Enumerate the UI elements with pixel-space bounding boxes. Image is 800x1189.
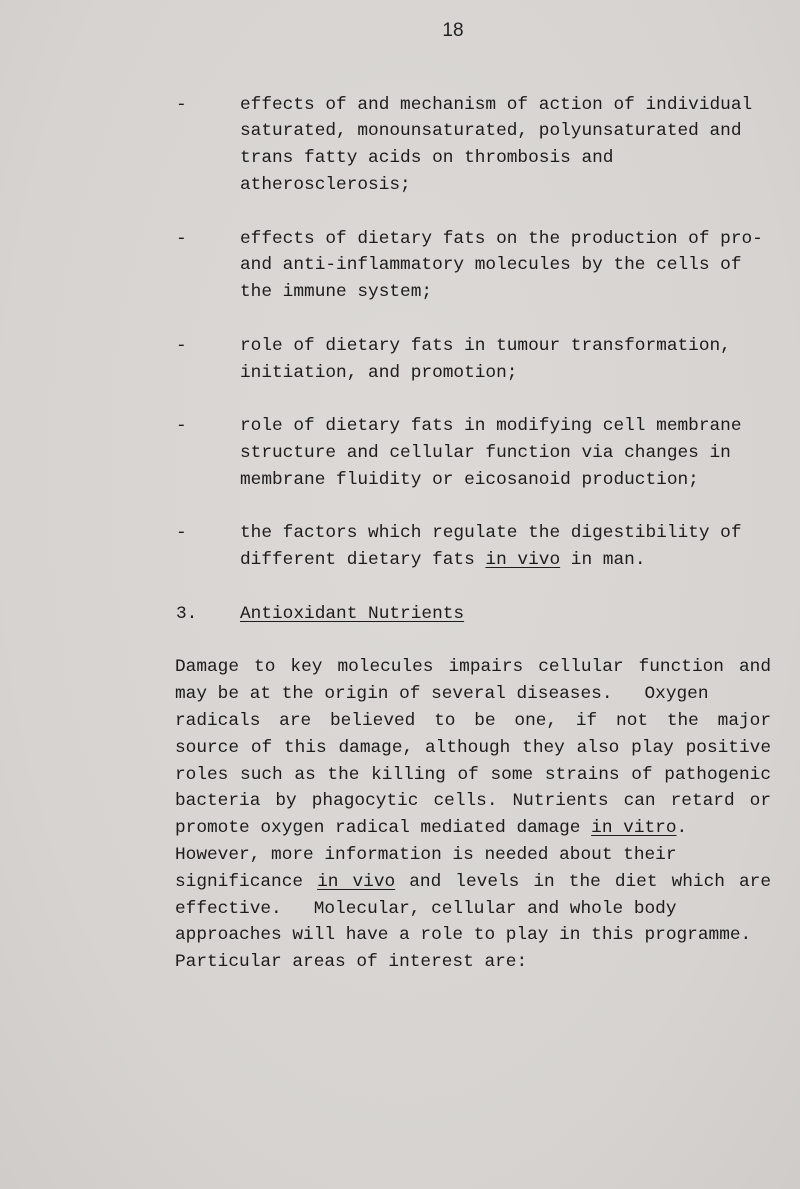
paragraph-text [175,788,771,815]
text-run: bacteria by phagocytic cells. Nutrients can retard or [175,791,771,812]
bullet-line [0,172,800,199]
text-run: membrane fluidity or eicosanoid production; [240,469,699,490]
bullet-line [0,520,800,547]
paragraph-line [0,681,800,708]
text-run: role of dietary fats in modifying cell membrane [240,416,742,437]
paragraph-text [175,654,771,681]
bullet-line [0,333,800,360]
text-run: and anti-inflammatory molecules by the cells of [240,255,742,276]
section-title: Antioxidant Nutrients [240,603,465,624]
bullet-text [240,360,517,387]
paragraph-line [0,654,800,681]
text-run: approaches will have a role to play in this programme. [175,925,752,946]
section-number: 3. [176,603,198,624]
text-run: source of this damage, although they also play positive [175,737,771,758]
bullet-line [0,547,800,574]
bullet-text [240,520,742,547]
paragraph-text [175,708,771,735]
bullet-line [0,360,800,387]
text-run: effects of dietary fats on the production of pro- [240,228,763,249]
bullet-text [240,226,763,253]
bullet-text [240,413,742,440]
text-run: Damage to key molecules impairs cellular function and [175,657,771,678]
bullet-line [0,252,800,279]
text-run: the factors which regulate the digestibility of [240,523,742,544]
text-run: effective. Molecular, cellular and whole body [175,898,677,919]
bullet-dash: - [176,94,187,115]
paragraph-line [0,922,800,949]
bullet-text [240,145,613,172]
text-run: initiation, and promotion; [240,362,518,383]
bullet-line [0,467,800,494]
bullet-line [0,413,800,440]
text-run: However, more information is needed about their [175,844,677,865]
blank-line [0,306,800,333]
bullet-dash: - [176,335,187,356]
blank-line [0,494,800,521]
text-run: effects of and mechanism of action of individual [240,94,753,115]
text-run: trans fatty acids on thrombosis and [240,148,614,169]
bullet-text [240,118,742,145]
bullet-text [240,92,752,119]
text-run: radicals are believed to be one, if not the major [175,710,771,731]
text-run: saturated, monounsaturated, polyunsaturated and [240,121,742,142]
underlined-text: in vitro [591,818,677,839]
underlined-text: in vivo [485,550,561,571]
text-run: Particular areas of interest are: [175,952,528,973]
bullet-line [0,440,800,467]
blank-line [0,574,800,601]
text-run: roles such as the killing of some strains of pathogenic [175,764,771,785]
paragraph-line [0,815,800,842]
text-run: different dietary fats [240,550,486,571]
blank-line [0,628,800,655]
bullet-line [0,118,800,145]
text-run: in man. [560,550,646,571]
bullet-text [240,172,411,199]
paragraph-line [0,788,800,815]
bullet-text [240,467,699,494]
text-run: and levels in the diet which are [395,871,771,892]
blank-line [0,386,800,413]
underlined-text: in vivo [317,871,396,892]
bullet-dash: - [176,416,187,437]
text-run: . [676,818,688,839]
text-run: may be at the origin of several diseases. Oxygen [175,684,709,705]
paragraph-line [0,735,800,762]
text-run: role of dietary fats in tumour transformation, [240,335,731,356]
bullet-line [0,92,800,119]
paragraph-text [175,896,771,923]
paragraph-line [0,869,800,896]
bullet-dash: - [176,228,187,249]
bullet-line [0,145,800,172]
paragraph-text [175,735,771,762]
paragraph-text [175,815,771,842]
text-run: the immune system; [240,282,433,303]
bullet-dash: - [176,523,187,544]
paragraph-line [0,708,800,735]
page-number: 18 [442,20,464,41]
bullet-line [0,279,800,306]
blank-line [0,199,800,226]
paragraph-line [0,762,800,789]
paragraph-text [175,869,771,896]
bullet-text [240,333,731,360]
bullet-text [240,279,432,306]
text-run: structure and cellular function via changes in [240,442,731,463]
paragraph-text [175,842,771,869]
text-run: significance [175,871,318,892]
document-body [0,92,800,976]
bullet-line [0,226,800,253]
paragraph-line [0,842,800,869]
paragraph-text [175,681,771,708]
bullet-text [240,252,742,279]
text-run: promote oxygen radical mediated damage [175,818,592,839]
paragraph-line [0,949,800,976]
paragraph-text [175,949,771,976]
bullet-text [240,440,731,467]
text-run: atherosclerosis; [240,174,411,195]
paragraph-line [0,896,800,923]
bullet-text [240,547,646,574]
section-heading [0,601,800,628]
paragraph-text [175,762,771,789]
paragraph-text [175,922,771,949]
